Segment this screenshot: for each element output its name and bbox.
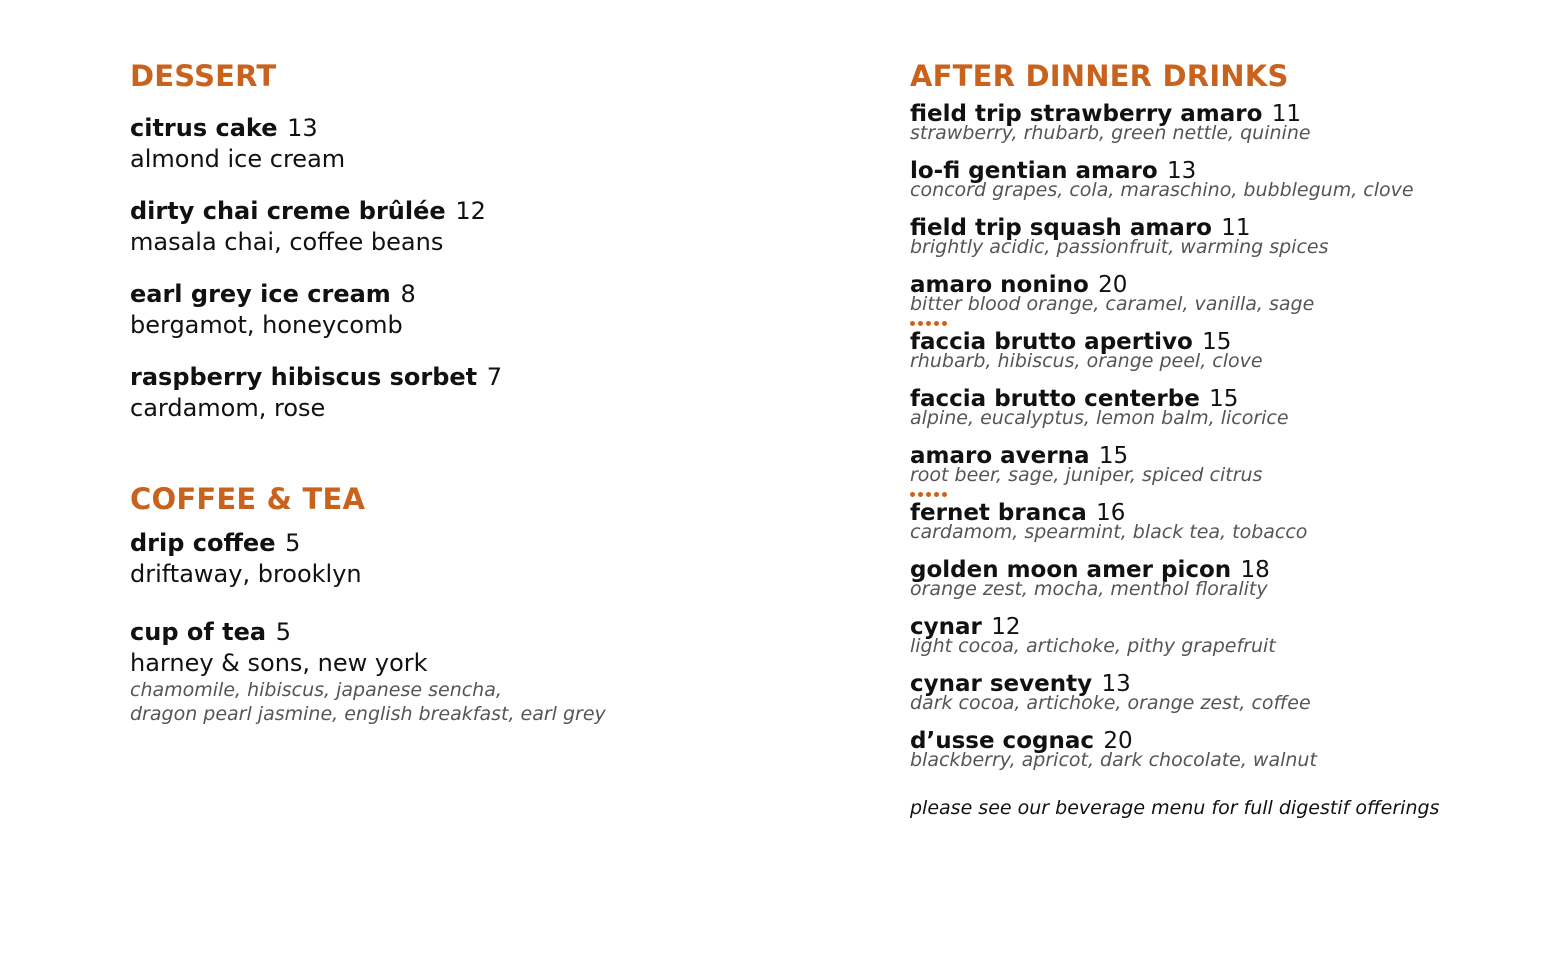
item-description: masala chai, coffee beans — [130, 228, 444, 256]
item-price: 18 — [1240, 557, 1270, 583]
item-name: raspberry hibiscus sorbet — [130, 363, 478, 391]
item-description: root beer, sage, juniper, spiced citrus — [910, 464, 1263, 486]
item-name: d’usse cognac — [910, 728, 1094, 754]
menu-item — [130, 528, 770, 589]
item-name: citrus cake — [130, 114, 278, 142]
tea-varieties: chamomile, hibiscus, japanese sencha, — [130, 679, 502, 701]
coffee-tea-heading: COFFEE & TEA — [130, 482, 366, 516]
right-column — [910, 58, 1530, 820]
dessert-heading: DESSERT — [130, 59, 277, 93]
item-price: 15 — [1209, 386, 1239, 412]
item-price: 7 — [486, 363, 503, 391]
item-description: bergamot, honeycomb — [130, 311, 403, 339]
item-description: concord grapes, cola, maraschino, bubblegum, clove — [910, 179, 1414, 201]
menu-item — [130, 617, 770, 726]
item-price: 20 — [1098, 272, 1128, 298]
drink-item — [910, 159, 1530, 201]
tea-varieties: dragon pearl jasmine, english breakfast, earl grey — [130, 703, 606, 725]
item-name: golden moon amer picon — [910, 557, 1232, 583]
item-description: driftaway, brooklyn — [130, 560, 362, 588]
drink-item — [910, 273, 1530, 315]
item-name: lo-fi gentian amaro — [910, 158, 1158, 184]
drink-item — [910, 672, 1530, 714]
item-name: dirty chai creme brûlée — [130, 197, 446, 225]
drink-item — [910, 387, 1530, 429]
drink-item — [910, 729, 1530, 771]
left-column — [130, 58, 770, 754]
drink-item — [910, 501, 1530, 543]
digestif-note: please see our beverage menu for full digestif offerings — [910, 797, 1440, 819]
item-price: 5 — [275, 618, 291, 646]
dot-divider — [910, 321, 1530, 327]
item-price: 20 — [1103, 728, 1133, 754]
drink-item — [910, 216, 1530, 258]
item-name: faccia brutto centerbe — [910, 386, 1200, 412]
menu-item — [130, 113, 770, 174]
menu-item — [130, 279, 770, 340]
item-description: cardamom, rose — [130, 394, 326, 422]
drink-item — [910, 615, 1530, 657]
item-price: 12 — [991, 614, 1021, 640]
item-name: drip coffee — [130, 529, 276, 557]
drink-item — [910, 330, 1530, 372]
item-name: fernet branca — [910, 500, 1087, 526]
item-name: faccia brutto apertivo — [910, 329, 1193, 355]
item-description: dark cocoa, artichoke, orange zest, coffee — [910, 692, 1311, 714]
item-description: bitter blood orange, caramel, vanilla, sage — [910, 293, 1315, 315]
item-description: strawberry, rhubarb, green nettle, quinine — [910, 122, 1311, 144]
item-price: 13 — [1166, 158, 1197, 184]
item-price: 15 — [1202, 329, 1232, 355]
item-price: 16 — [1096, 500, 1126, 526]
item-description: brightly acidic, passionfruit, warming spices — [910, 236, 1329, 258]
item-name: amaro averna — [910, 443, 1090, 469]
item-description: blackberry, apricot, dark chocolate, walnut — [910, 749, 1317, 771]
item-price: 12 — [455, 197, 486, 225]
item-name: amaro nonino — [910, 272, 1089, 298]
drink-item — [910, 102, 1530, 144]
item-description: harney & sons, new york — [130, 649, 428, 677]
menu-item — [130, 196, 770, 257]
item-description: rhubarb, hibiscus, orange peel, clove — [910, 350, 1263, 372]
item-name: cynar seventy — [910, 671, 1093, 697]
item-price: 11 — [1271, 101, 1301, 127]
item-price: 13 — [1101, 671, 1131, 697]
item-price: 8 — [400, 280, 416, 308]
item-name: earl grey ice cream — [130, 280, 391, 308]
item-name: cup of tea — [130, 618, 267, 646]
item-description: alpine, eucalyptus, lemon balm, licorice — [910, 407, 1289, 429]
item-description: cardamom, spearmint, black tea, tobacco — [910, 521, 1308, 543]
item-description: light cocoa, artichoke, pithy grapefruit — [910, 635, 1276, 657]
item-description: orange zest, mocha, menthol florality — [910, 578, 1268, 600]
item-price: 15 — [1098, 443, 1129, 469]
after-dinner-heading: AFTER DINNER DRINKS — [910, 59, 1289, 93]
item-name: cynar — [910, 614, 982, 640]
item-name: field trip strawberry amaro — [910, 101, 1263, 127]
item-price: 13 — [287, 114, 318, 142]
item-price: 11 — [1221, 215, 1251, 241]
drink-item — [910, 444, 1530, 486]
item-name: field trip squash amaro — [910, 215, 1212, 241]
item-price: 5 — [285, 529, 301, 557]
dot-divider — [910, 492, 1530, 498]
menu-item — [130, 362, 770, 423]
item-description: almond ice cream — [130, 145, 346, 173]
drink-item — [910, 558, 1530, 600]
